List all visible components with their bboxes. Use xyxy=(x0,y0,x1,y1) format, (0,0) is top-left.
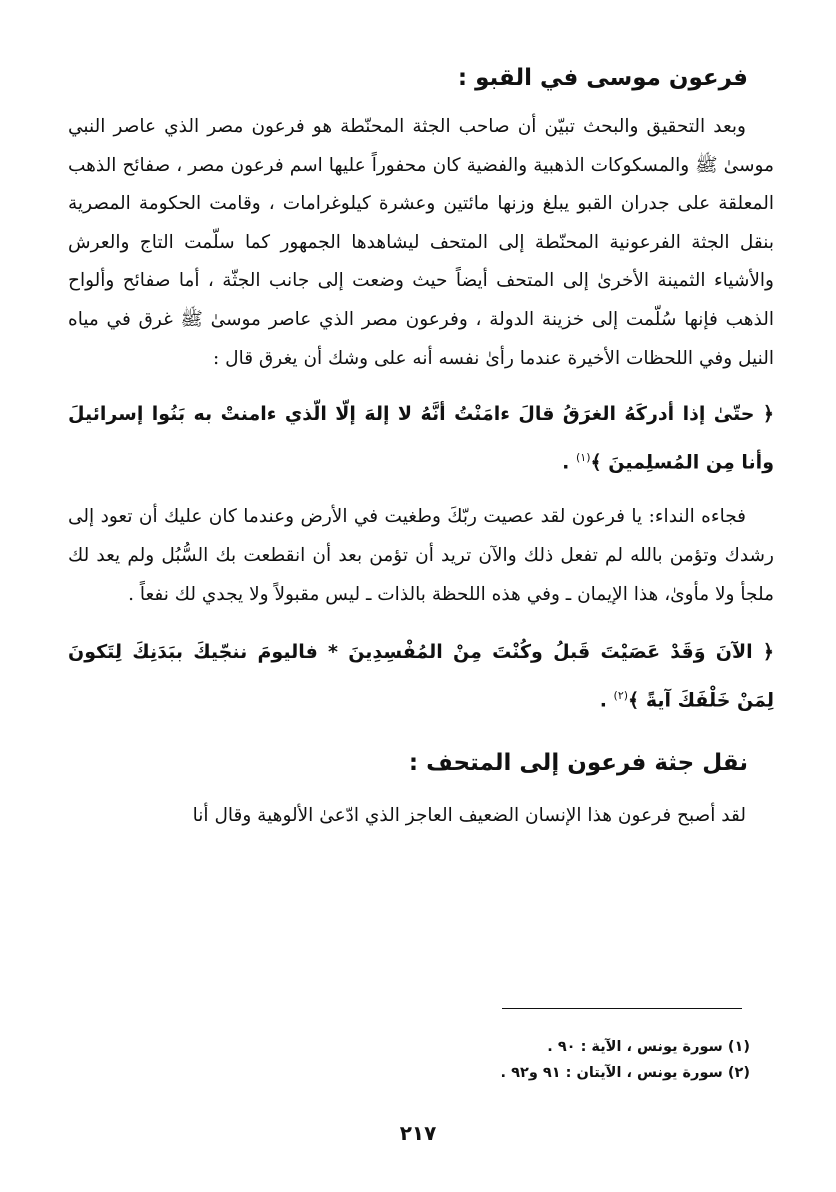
verse-text: حتّىٰ إذا أدركَهُ الغرَقُ قالَ ءامَنْتُ أنَّهُ لا إلهَ إلّا الّذي ءامنتْ به بَنُوا إسرائيلَ وأنا مِن المُسلِمينَ xyxy=(68,403,774,474)
verse-close-bracket: ﴾ xyxy=(628,689,640,712)
footnote-ref-2[interactable]: (٢) xyxy=(613,689,629,703)
paragraph-investigation: وبعد التحقيق والبحث تبيّن أن صاحب الجثة المحنّطة هو فرعون مصر الذي عاصر النبي موسىٰ ﷺ والمسكوكات الذهبية والفضية كان محفوراً عليها اسم فرعون مصر ، صفائح الذهب المعلقة على جدران القبو يبلغ وزنها مائتين وعشرة كيلوغرامات ، وقامت الحكومة المصرية بنقل الجثة الفرعونية المحنّطة إلى المتحف ليشاهدها الجمهور كما سلّمت التاج والعرش والأشياء الثمينة الأخرىٰ إلى المتحف أيضاً حيث وضعت إلى جانب الجثّة ، أما صفائح وألواح الذهب فإنها سُلّمت إلى خزينة الدولة ، وفرعون مصر الذي عاصر موسىٰ ﷺ غرق في مياه النيل وفي اللحظات الأخيرة عندما رأىٰ نفسه أنه على وشك أن يغرق قال : xyxy=(68,116,774,369)
page-number: ٢١٧ xyxy=(399,1121,437,1145)
paragraph-pharaoh-claim: لقد أصبح فرعون هذا الإنسان الضعيف العاجز الذي ادّعىٰ الألوهية وقال أنا xyxy=(192,804,746,826)
verse-end: . xyxy=(599,689,614,712)
paragraph-the-call: فجاءه النداء: يا فرعون لقد عصيت ربّكَ وطغيت في الأرض وعندما كان عليك أن تعود إلى رشدك وتؤمن بالله لم تفعل ذلك والآن تريد أن تؤمن بعد أن انقطعت بك السُّبُل ولم يعد لك ملجأ ولا مأوىٰ، هذا الإيمان ـ وفي هذه اللحظة بالذات ـ ليس مقبولاً ولا يجدي لك نفعاً . xyxy=(68,506,774,605)
section-heading-pharaoh-in-vault: فرعون موسى في القبو : xyxy=(457,65,748,91)
footnote-divider xyxy=(502,1008,742,1009)
quran-verse-2 xyxy=(68,630,774,722)
footnote-1: (١) سورة يونس ، الآية : ٩٠ . xyxy=(547,1039,750,1055)
section-heading-moving-body: نقل جثة فرعون إلى المتحف : xyxy=(408,749,748,776)
quran-verse-1 xyxy=(68,392,774,484)
footnotes xyxy=(300,1034,750,1086)
verse-open-bracket: ﴿ xyxy=(762,403,774,426)
footnote-2: (٢) سورة يونس ، الآيتان : ٩١ و٩٢ . xyxy=(500,1065,750,1081)
footnote-ref-1[interactable]: (١) xyxy=(575,451,591,465)
verse-open-bracket: ﴿ xyxy=(762,641,774,664)
verse-text: الآنَ وَقَدْ عَصَيْتَ قَبلُ وكُنْتَ مِنْ المُفْسِدِينَ * فاليومَ ننجّيكَ ببَدَنِكَ لِتَكونَ لِمَنْ خَلْفَكَ آيةً xyxy=(68,641,774,712)
verse-close-bracket: ﴾ xyxy=(590,451,602,474)
page-content xyxy=(68,58,774,835)
verse-end: . xyxy=(562,451,576,474)
